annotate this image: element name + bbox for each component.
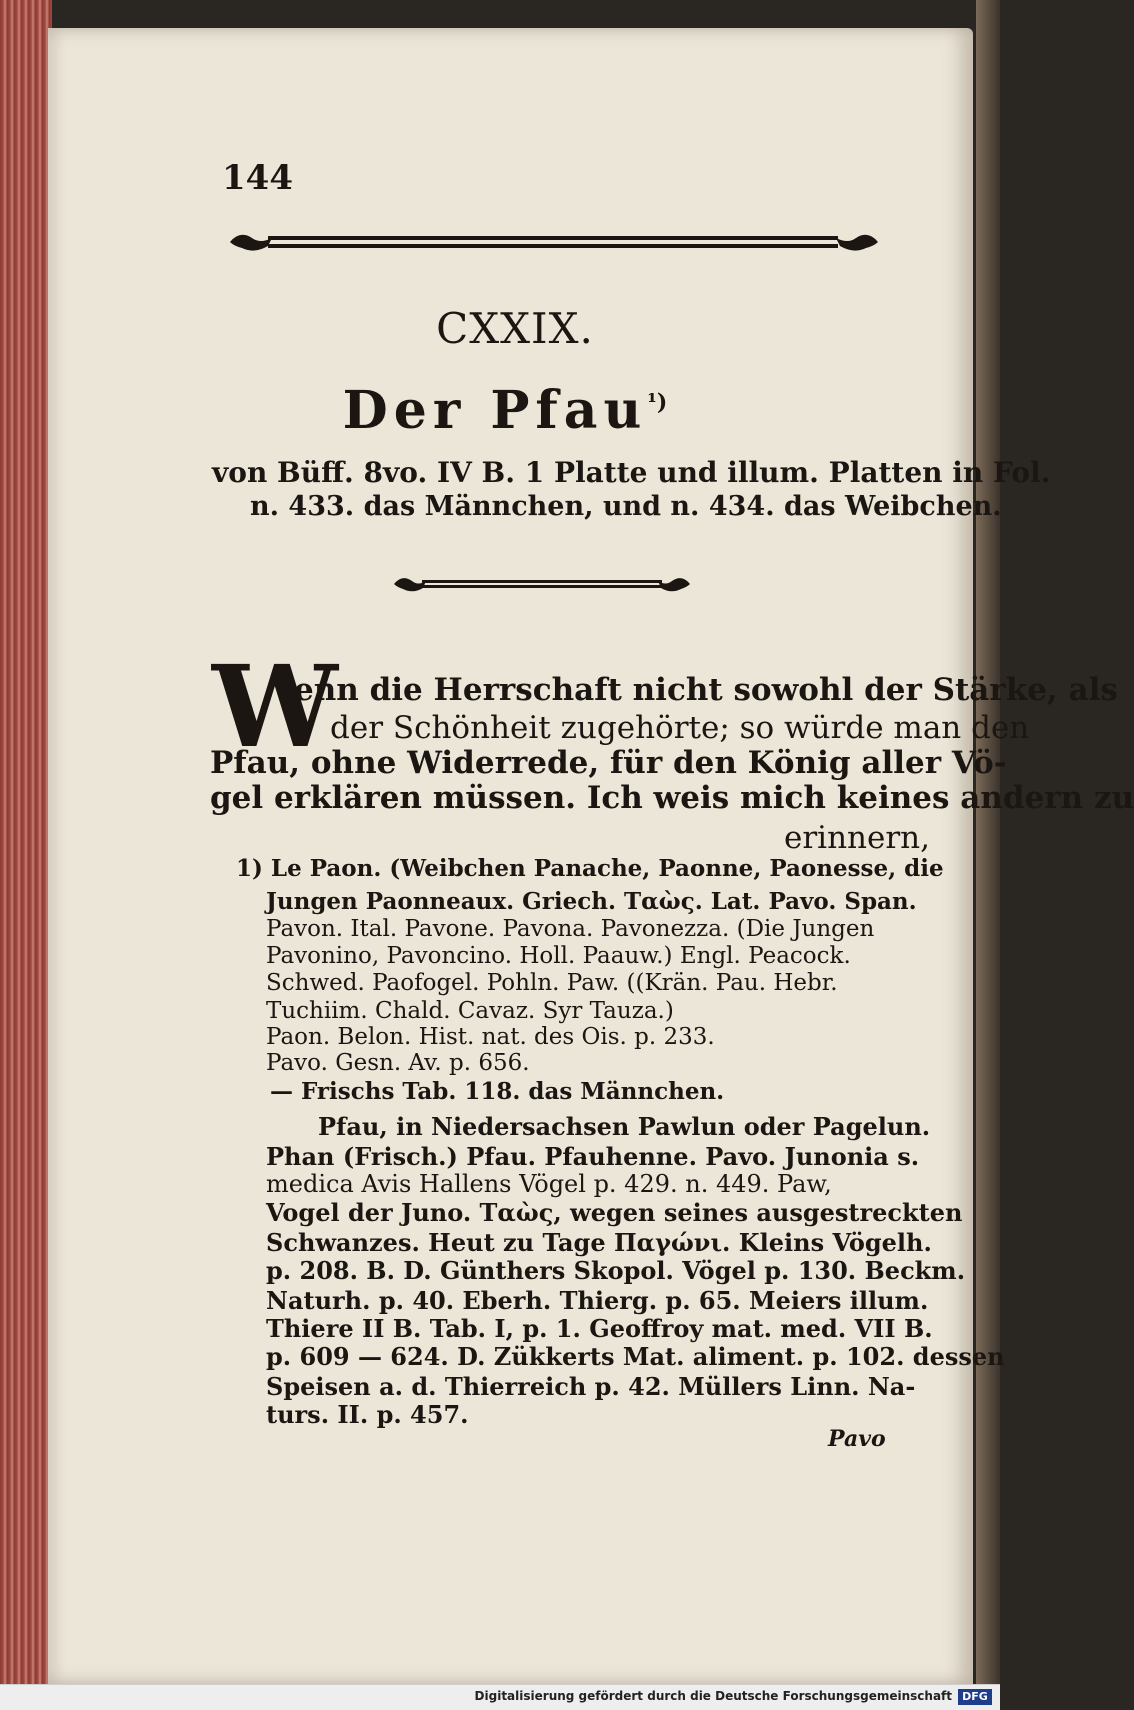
body-line: gel erklären müssen. Ich weis mich keines andern zu bbox=[210, 780, 1134, 816]
footnote-line: 1) Le Paon. (Weibchen Panache, Paonne, Paonesse, die bbox=[236, 855, 944, 882]
footnote-line: Paon. Belon. Hist. nat. des Ois. p. 233. bbox=[266, 1024, 715, 1050]
footnote-line: Pavonino, Pavoncino. Holl. Paauw.) Engl. Peacock. bbox=[266, 943, 851, 969]
book-page-edge bbox=[0, 0, 52, 1709]
footnote-paragraph-line: p. 609 — 624. D. Zükkerts Mat. aliment. p. 102. dessen bbox=[266, 1342, 1005, 1371]
footnote-paragraph-line: Schwanzes. Heut zu Tage Παγώνι. Kleins Vögelh. bbox=[266, 1228, 932, 1257]
footnote-paragraph-line: Vogel der Juno. Ταὼς, wegen seines ausgestreckten bbox=[266, 1198, 963, 1227]
footnote-paragraph-line: Pfau, in Niedersachsen Pawlun oder Pagelun. bbox=[318, 1112, 931, 1141]
body-line: der Schönheit zugehörte; so würde man den bbox=[330, 710, 1030, 746]
footnote-line: Jungen Paonneaux. Griech. Ταὼς. Lat. Pavo. Span. bbox=[266, 888, 917, 915]
footnote-paragraph-line: Thiere II B. Tab. I, p. 1. Geoffroy mat. med. VII B. bbox=[266, 1314, 933, 1343]
chapter-numeral: CXXIX. bbox=[436, 304, 594, 353]
title-text: Der Pfau bbox=[342, 380, 648, 441]
page-number: 144 bbox=[222, 158, 293, 198]
footnote-paragraph-line: Phan (Frisch.) Pfau. Pfauhenne. Pavo. Junonia s. bbox=[266, 1142, 920, 1171]
footnote-line: Pavon. Ital. Pavone. Pavona. Pavonezza. (Die Jungen bbox=[266, 916, 875, 942]
body-line: erinnern, bbox=[784, 820, 930, 856]
footnote-paragraph-line: Speisen a. d. Thierreich p. 42. Müllers Linn. Na- bbox=[266, 1372, 916, 1401]
subtitle-line: von Büff. 8vo. IV B. 1 Platte und illum. Platten in Fol. bbox=[212, 456, 1051, 489]
chapter-title bbox=[0, 380, 1000, 441]
title-footnote-marker: ¹) bbox=[647, 389, 668, 416]
body-line: Pfau, ohne Widerrede, für den König aller Vö- bbox=[210, 745, 1007, 781]
ornamental-rule-top bbox=[228, 228, 880, 256]
footnote-line: Schwed. Paofogel. Pohln. Paw. ((Krän. Pau. Hebr. bbox=[266, 970, 838, 996]
footnote-line: — Frischs Tab. 118. das Männchen. bbox=[270, 1078, 725, 1105]
subtitle-line: n. 433. das Männchen, und n. 434. das Weibchen. bbox=[250, 491, 1002, 522]
footnote-paragraph-line: Naturh. p. 40. Eberh. Thierg. p. 65. Meiers illum. bbox=[266, 1286, 929, 1315]
footnote-paragraph-line: medica Avis Hallens Vögel p. 429. n. 449. Paw, bbox=[266, 1170, 832, 1198]
footnote-line: Tuchiim. Chald. Cavaz. Syr Tauza.) bbox=[266, 998, 674, 1024]
ornamental-rule-middle bbox=[392, 572, 692, 596]
drop-cap: W bbox=[212, 642, 338, 773]
footer-bar bbox=[0, 1684, 1000, 1710]
footnote-line: Pavo. Gesn. Av. p. 656. bbox=[266, 1050, 530, 1076]
book-spine bbox=[976, 0, 1000, 1709]
body-line: enn die Herrschaft nicht sowohl der Stärke, als bbox=[294, 672, 1118, 708]
funding-credit: Digitalisierung gefördert durch die Deutsche Forschungsgemeinschaft bbox=[474, 1689, 952, 1703]
catchword: Pavo bbox=[828, 1426, 886, 1452]
footnote-paragraph-line: turs. II. p. 457. bbox=[266, 1400, 469, 1429]
footnote-paragraph-line: p. 208. B. D. Günthers Skopol. Vögel p. 130. Beckm. bbox=[266, 1256, 966, 1285]
dfg-logo: DFG bbox=[958, 1689, 992, 1705]
